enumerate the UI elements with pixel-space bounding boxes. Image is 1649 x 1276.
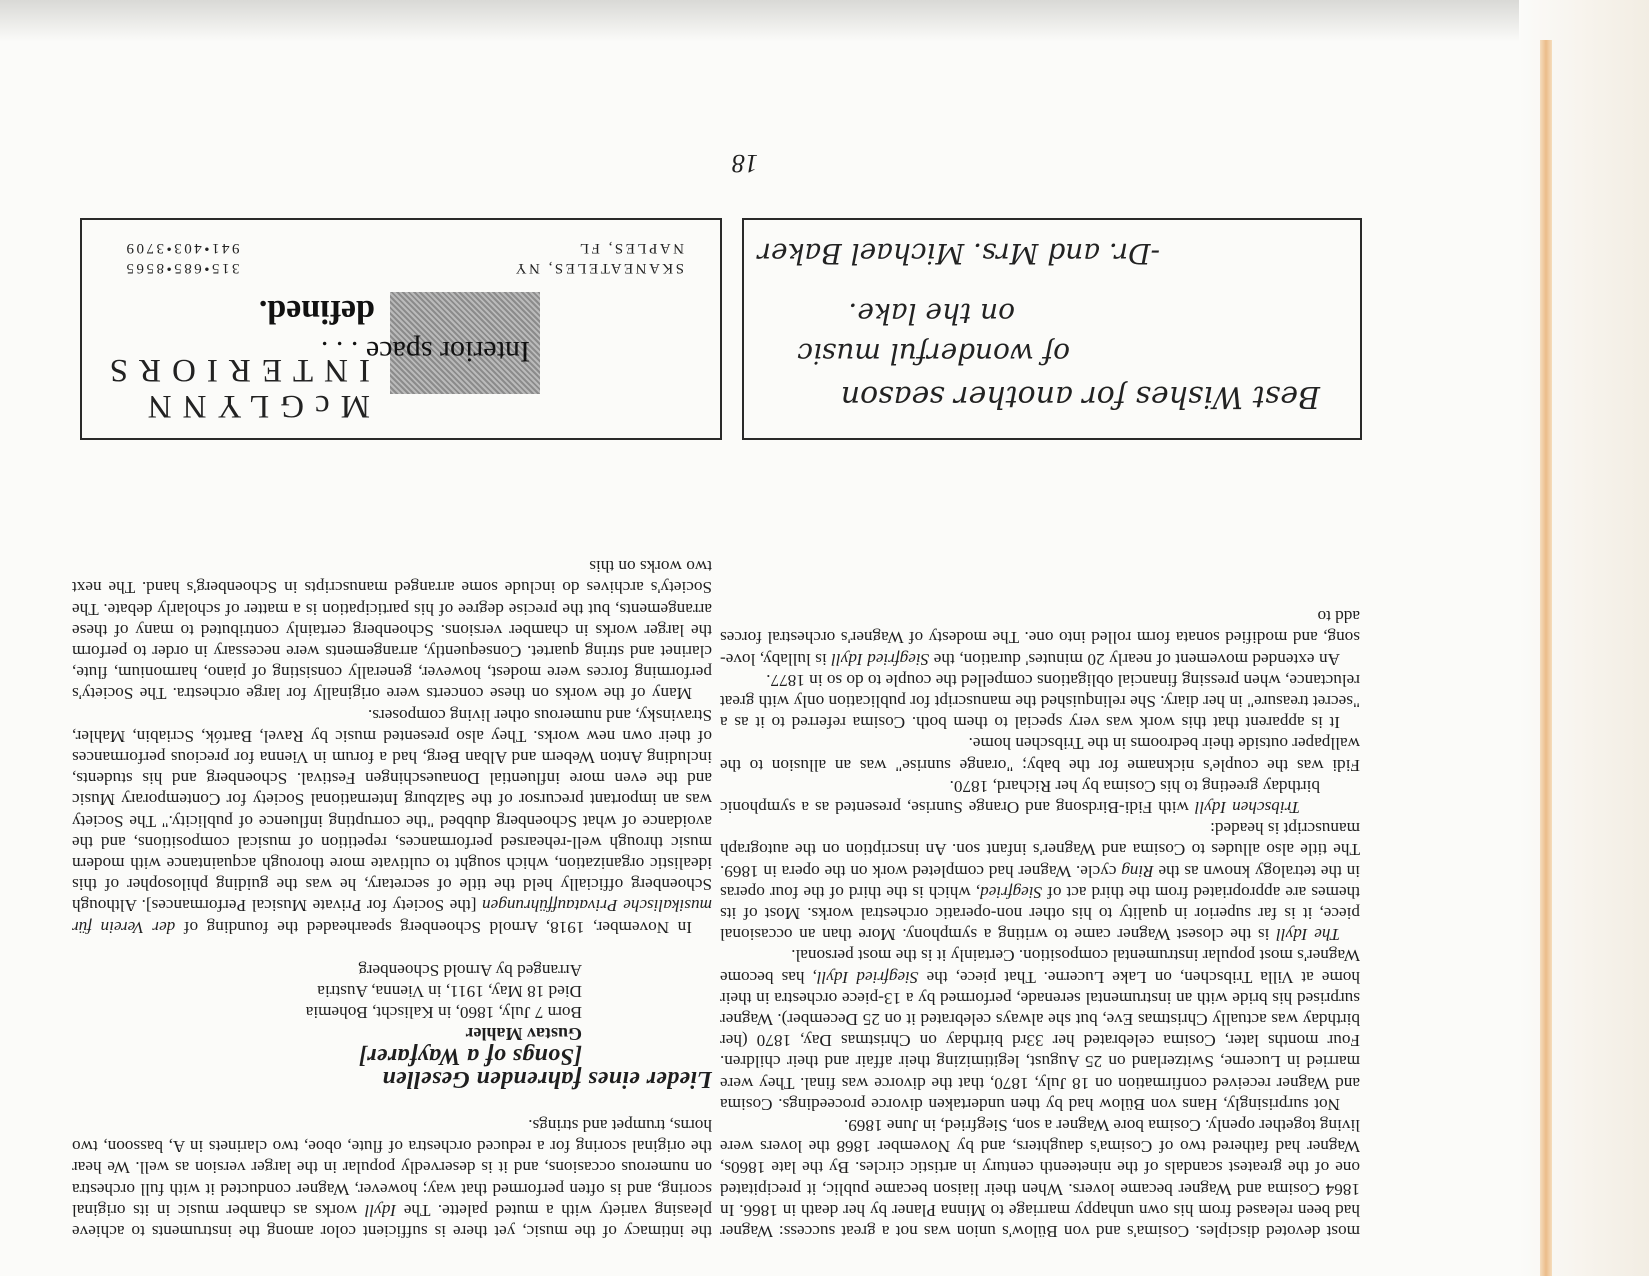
printed-page xyxy=(30,75,1460,1270)
baker-greeting-ad xyxy=(742,218,1362,440)
paragraph-text: Not surprisingly, Hans von Bülow had by then undertaken divorce proceedings. Cosima and Wagner received confirmation on 18 July, 1870, that the divorce was final. They were married in Lucerne, Switzerland on 25 August, legitimizing their affair and their children. Four months later, Cosima celebrated her 33rd birthday on Christmas Day, 1870 (her birthday was actually Christmas Eve, but she always celebrated it on 25 December). Wagner surprised his bride with an instrumental serenade, performed by a 13-piece orchestra in their home at Villa Tribschen, on Lake Lucerne. That piece, the xyxy=(720,967,1360,1114)
contact-row xyxy=(124,258,684,278)
paragraph-text: , has become Wagner's most popular instrumental composition. Certainly it is the most personal. xyxy=(720,946,1360,987)
paragraph: Fidi was the couple's nickname for the baby; "orange sunrise" was an allusion to the wallpaper outside their bedrooms in the Tribschen home. xyxy=(720,734,1360,775)
page-number: 18 xyxy=(732,149,758,178)
program-notes-left-column xyxy=(720,606,1360,1242)
work-title: The Idyll xyxy=(1276,925,1340,945)
composer-name: Gustav Mahler xyxy=(465,1024,582,1045)
scan-top-shadow xyxy=(0,0,1649,42)
work-title: Siegfried xyxy=(980,882,1043,902)
greeting-line: of wonderful music xyxy=(797,337,1070,370)
paragraph-text: the intimacy of the music, yet there is sufficient color among the instruments to achieve pleasing variety with a muted palette. The xyxy=(72,1200,712,1241)
company-name-line: McGLYNN xyxy=(136,388,370,424)
greeting-line: on the lake. xyxy=(848,297,1015,330)
ad-contact-info xyxy=(124,238,684,278)
paragraph xyxy=(72,1115,712,1242)
inscription-text: with Fidi-Birdsong and Orange Sunrise, presented as a symphonic birthday greeting to his Cosima by her Richard, 1870. xyxy=(720,776,1320,817)
paragraph: most devoted disciples. Cosima's and von Bülow's union was not a great success: Wagner had been released from his own unhappy marriage to Minna Planer by her death in 1866. In 1864 Cosima and Wagner became lovers. When their liaison became public, it precipitated one of the greatest scandals of the nineteenth century in artistic circles. By the late 1860s, Wagner had fathered two of Cosima's daughters, and by November 1868 the lovers were living together openly. Cosima bore Wagner a son, Siegfried, in June 1869. xyxy=(720,1115,1360,1241)
program-notes-right-column xyxy=(72,556,712,1242)
ad-tagline-end: defined. xyxy=(258,293,375,330)
composer-died: Died 18 May, 1911, in Vienna, Austria xyxy=(317,981,582,1001)
phone-number: 941•403•3709 xyxy=(124,240,240,256)
ad-tagline: Interior space . . . xyxy=(320,335,530,368)
paragraph xyxy=(720,606,1360,670)
work-title: Ring xyxy=(1121,861,1154,881)
paragraph: It is apparent that this work was very special to them both. Cosima referred to it as a "secret treasure" in her diary. She relinquished the manuscript for publication only with great reluctance, when pressing financial obligations compelled the couple to do so in 1877. xyxy=(720,670,1360,733)
paragraph-text: [the Society for Private Musical Performances]. Although Schoenberg officially held the title of secretary, he was the guiding philosopher of this idealistic organization, which sought to cultivate more thorough acquaintance with modern music through well-rehearsed performances, repetition of musical compositions, and the avoidance of what Schoenberg dubbed "the corrupting influence of publicity." The Society was an important precursor of the Salzburg International Society for Contemporary Music and the even more influential Donaueschingen Festival. Schoenberg and his students, including Anton Webern and Alban Berg, had a forum in Vienna for precious performances of their own new works. They also presented music by Ravel, Bartók, Scriabin, Mahler, Stravinsky, and numerous other living composers. xyxy=(72,705,712,916)
paragraph xyxy=(720,945,1360,1115)
mcglynn-interiors-ad xyxy=(80,218,722,440)
piece-subtitle: [Songs of a Wayfarer] xyxy=(358,1042,582,1069)
company-name-line: INTERIORS xyxy=(98,352,370,388)
paragraph-text: cycle. Wagner had completed work on the opera in 1869. The title also alludes to Cosima and Wagner's infant son. An inscription on the autograph manuscript is headed: xyxy=(719,819,1360,881)
work-title: der Verein für musikalische Privataufführungen xyxy=(72,896,712,937)
paragraph-text: works as chamber music in its original scoring, and is often performed that way; however, Wagner conducted it with full orchestra on numerous occasions, and it is deservedly popular in the larger version as well. We hear the original scoring for a reduced orchestra of flute, oboe, two clarinets in A, bassoon, two horns, trumpet and strings. xyxy=(71,1115,712,1220)
location: NAPLES, FL xyxy=(577,240,684,256)
greeting-signature: -Dr. and Mrs. Michael Baker xyxy=(757,237,1160,270)
work-title: Siegfried Idyll xyxy=(816,967,919,987)
work-title: Tribschen Idyll xyxy=(1194,797,1300,817)
composer-born: Born 7 July, 1860, in Kalischt, Bohemia xyxy=(305,1003,582,1023)
paragraph: Many of the works on these concerts were originally for large orchestra. The Society's performing forces were modest, however, generally consisting of piano, harmonium, flute, clarinet and string quartet. Consequently, arrangements were necessary in order to perform the larger works in chamber versions. Schoenberg certainly contributed to many of these arrangements, but the precise degree of his participation is a matter of scholarly debate. The Society's archives do include some arranged manuscripts in Schoenberg's hand. The next two works on this xyxy=(72,557,712,704)
paragraph-text: An extended movement of nearly 20 minutes' duration, the xyxy=(933,649,1340,669)
contact-row xyxy=(124,238,684,258)
arranger: Arranged by Arnold Schoenberg xyxy=(358,960,582,980)
page-spine xyxy=(1540,40,1552,1276)
paragraph xyxy=(72,704,712,937)
page-edge xyxy=(1519,0,1649,1276)
location: SKANEATELES, NY xyxy=(513,260,684,276)
paragraph-text: is the closest Wagner came to writing a symphony. More than an occasional piece, it is far superior in quality to his other non-operatic orchestral works. Most of its themes are appropriated from the third act of xyxy=(720,882,1360,945)
work-title: Idyll xyxy=(364,1200,397,1220)
piece-title: Lieder eines fahrenden Gesellen xyxy=(382,1065,712,1092)
work-title: Siegfried Idyll xyxy=(831,649,930,669)
phone-number: 315•685•8565 xyxy=(124,260,240,276)
paragraph-text: is lullaby, love-song, and modified sonata form rolled into one. The modesty of Wagner's orchestral forces add to xyxy=(720,607,1360,669)
paragraph-text: In November, 1918, Arnold Schoenberg spearheaded the founding of xyxy=(183,917,692,937)
greeting-line: Best Wishes for another season xyxy=(840,379,1320,414)
paragraph-text: , which is the third of the four operas in the tetralogy known as the xyxy=(720,861,1360,902)
paragraph xyxy=(720,818,1360,945)
inscription xyxy=(720,776,1360,818)
